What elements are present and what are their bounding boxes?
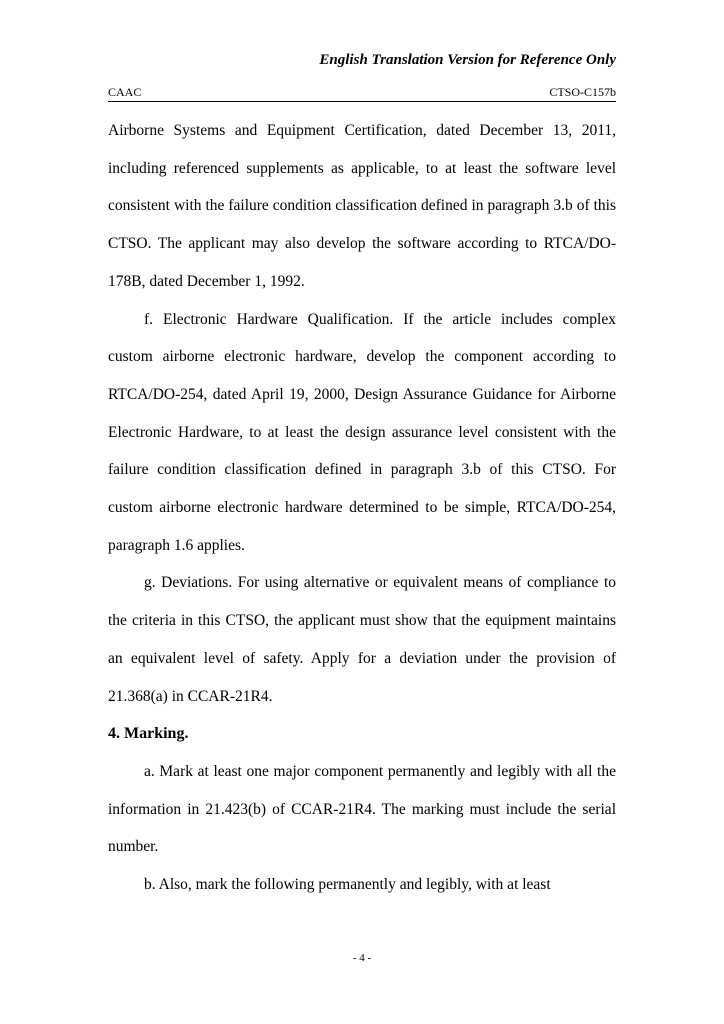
document-body (108, 112, 616, 904)
paragraph-hardware-qualification: f. Electronic Hardware Qualification. If the article includes complex custom airborne electronic hardware, develop the component according to RTCA/DO-254, dated April 19, 2000, Design Assurance Guidance for Airborne Electronic Hardware, to at least the design assurance level consistent with the failure condition classification defined in paragraph 3.b of this CTSO. For custom airborne electronic hardware determined to be simple, RTCA/DO-254, paragraph 1.6 applies. (108, 310, 616, 554)
page-header (108, 84, 616, 102)
paragraph-deviations: g. Deviations. For using alternative or equivalent means of compliance to the criteria in this CTSO, the applicant must show that the equipment maintains an equivalent level of safety. Apply for a deviation under the provision of 21.368(a) in CCAR-21R4. (108, 574, 616, 705)
paragraph-marking-b: b. Also, mark the following permanently and legibly, with at least (144, 876, 551, 894)
section-heading-marking: 4. Marking. (108, 725, 189, 743)
translation-banner: English Translation Version for Reference Only (319, 52, 616, 68)
header-document-id: CTSO-C157b (549, 85, 616, 99)
paragraph-software-continuation: Airborne Systems and Equipment Certification, dated December 13, 2011, including referenced supplements as applicable, to at least the software level consistent with the failure condition classification defined in paragraph 3.b of this CTSO. The applicant may also develop the software according to RTCA/DO-178B, dated December 1, 1992. (108, 122, 616, 290)
page-number: - 4 - (352, 952, 372, 964)
header-organization: CAAC (108, 85, 142, 99)
paragraph-marking-a: a. Mark at least one major component permanently and legibly with all the information in 21.423(b) of CCAR-21R4. The marking must include the serial number. (108, 762, 616, 856)
